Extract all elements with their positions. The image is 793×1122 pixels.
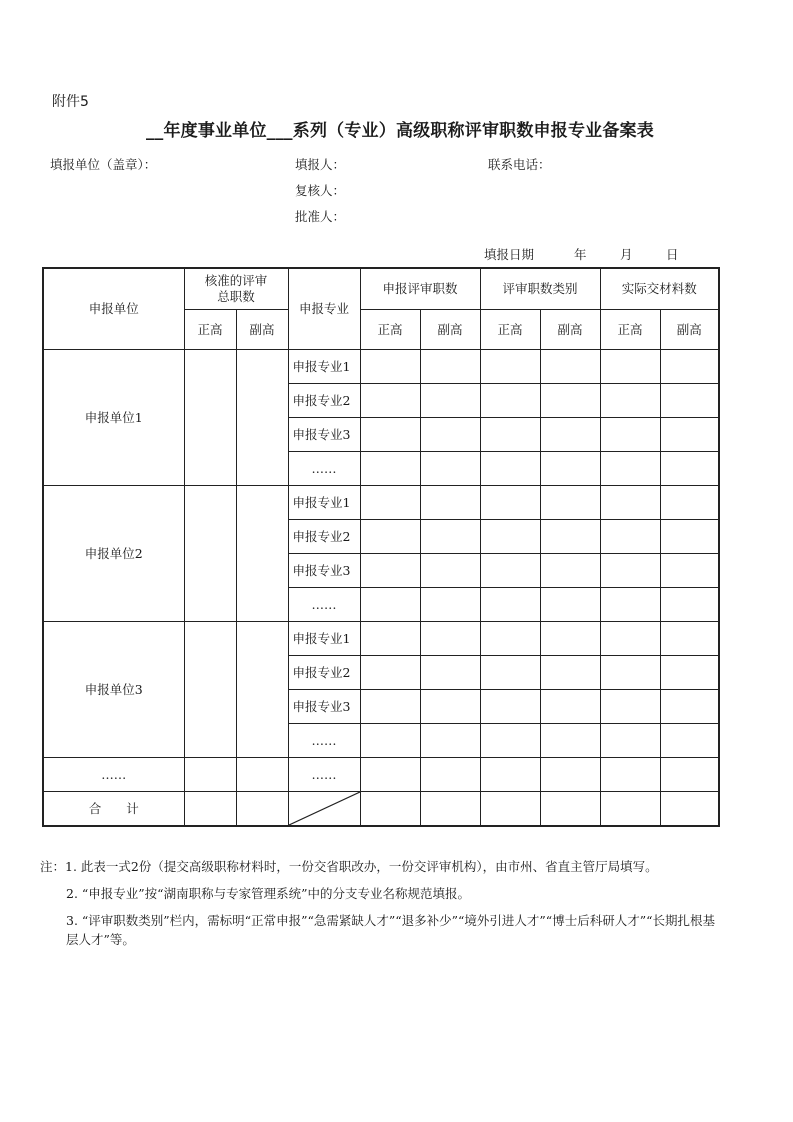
input-cell[interactable] bbox=[600, 452, 660, 486]
input-cell[interactable] bbox=[420, 792, 480, 827]
input-cell[interactable] bbox=[540, 520, 600, 554]
filing-table bbox=[42, 267, 720, 827]
month-label: 月 bbox=[620, 247, 633, 262]
input-cell[interactable] bbox=[540, 588, 600, 622]
input-cell[interactable] bbox=[360, 452, 420, 486]
input-cell[interactable] bbox=[660, 792, 719, 827]
input-cell[interactable] bbox=[360, 418, 420, 452]
input-cell[interactable] bbox=[540, 384, 600, 418]
input-cell[interactable] bbox=[600, 690, 660, 724]
input-cell[interactable] bbox=[480, 758, 540, 792]
input-cell[interactable] bbox=[660, 724, 719, 758]
input-cell[interactable] bbox=[236, 758, 288, 792]
input-cell[interactable] bbox=[660, 520, 719, 554]
quota-fu-cell[interactable] bbox=[236, 486, 288, 622]
quota-zheng-cell[interactable] bbox=[184, 622, 236, 758]
total-spec-diagonal-cell bbox=[288, 792, 360, 827]
input-cell[interactable] bbox=[480, 350, 540, 384]
header-type: 评审职数类别 bbox=[480, 268, 600, 310]
input-cell[interactable] bbox=[480, 724, 540, 758]
note-2: 2. “申报专业”按“湖南职称与专家管理系统”中的分支专业名称规范填报。 bbox=[66, 886, 470, 901]
spec-ellipsis: …… bbox=[288, 724, 360, 758]
input-cell[interactable] bbox=[420, 690, 480, 724]
input-cell[interactable] bbox=[420, 520, 480, 554]
input-cell[interactable] bbox=[184, 792, 236, 827]
input-cell[interactable] bbox=[660, 588, 719, 622]
input-cell[interactable] bbox=[480, 622, 540, 656]
input-cell[interactable] bbox=[480, 588, 540, 622]
input-cell[interactable] bbox=[480, 520, 540, 554]
spec-name: 申报专业1 bbox=[288, 350, 360, 384]
subheader-zheng: 正高 bbox=[600, 310, 660, 350]
input-cell[interactable] bbox=[600, 656, 660, 690]
spec-name: 申报专业1 bbox=[288, 622, 360, 656]
spec-name: 申报专业2 bbox=[288, 656, 360, 690]
input-cell[interactable] bbox=[600, 724, 660, 758]
header-unit: 申报单位 bbox=[43, 268, 184, 350]
input-cell[interactable] bbox=[600, 622, 660, 656]
input-cell[interactable] bbox=[660, 622, 719, 656]
year-label: 年 bbox=[574, 247, 587, 262]
input-cell[interactable] bbox=[660, 554, 719, 588]
subheader-fu: 副高 bbox=[236, 310, 288, 350]
input-cell[interactable] bbox=[420, 384, 480, 418]
spec-name: 申报专业2 bbox=[288, 384, 360, 418]
subheader-zheng: 正高 bbox=[480, 310, 540, 350]
input-cell[interactable] bbox=[540, 724, 600, 758]
input-cell[interactable] bbox=[184, 758, 236, 792]
unit-name: 申报单位1 bbox=[43, 350, 184, 486]
header-spec: 申报专业 bbox=[288, 268, 360, 350]
input-cell[interactable] bbox=[660, 690, 719, 724]
quota-zheng-cell[interactable] bbox=[184, 350, 236, 486]
subheader-fu: 副高 bbox=[540, 310, 600, 350]
input-cell[interactable] bbox=[480, 554, 540, 588]
input-cell[interactable] bbox=[360, 588, 420, 622]
input-cell[interactable] bbox=[540, 452, 600, 486]
input-cell[interactable] bbox=[420, 418, 480, 452]
input-cell[interactable] bbox=[420, 724, 480, 758]
input-cell[interactable] bbox=[600, 792, 660, 827]
form-title: __年度事业单位___系列（专业）高级职称评审职数申报专业备案表 bbox=[146, 121, 654, 141]
date-label: 填报日期 bbox=[484, 247, 535, 262]
input-cell[interactable] bbox=[360, 792, 420, 827]
spec-ellipsis: …… bbox=[288, 588, 360, 622]
header-apply: 申报评审职数 bbox=[360, 268, 480, 310]
input-cell[interactable] bbox=[360, 554, 420, 588]
header-material: 实际交材料数 bbox=[600, 268, 719, 310]
input-cell[interactable] bbox=[540, 486, 600, 520]
note-1: 注：1. 此表一式2份（提交高级职称材料时，一份交省职改办，一份交评审机构），由市州、省直主管厅局填写。 bbox=[40, 859, 658, 874]
input-cell[interactable] bbox=[480, 656, 540, 690]
input-cell[interactable] bbox=[540, 350, 600, 384]
input-cell[interactable] bbox=[360, 622, 420, 656]
quota-fu-cell[interactable] bbox=[236, 622, 288, 758]
input-cell[interactable] bbox=[600, 418, 660, 452]
input-cell[interactable] bbox=[420, 486, 480, 520]
subheader-zheng: 正高 bbox=[184, 310, 236, 350]
input-cell[interactable] bbox=[420, 622, 480, 656]
input-cell[interactable] bbox=[480, 792, 540, 827]
spec-name: 申报专业2 bbox=[288, 520, 360, 554]
input-cell[interactable] bbox=[600, 486, 660, 520]
subheader-fu: 副高 bbox=[420, 310, 480, 350]
spec-name: 申报专业3 bbox=[288, 690, 360, 724]
input-cell[interactable] bbox=[540, 418, 600, 452]
input-cell[interactable] bbox=[480, 384, 540, 418]
spec-ellipsis: …… bbox=[288, 452, 360, 486]
spec-name: 申报专业1 bbox=[288, 486, 360, 520]
spec-ellipsis: …… bbox=[288, 758, 360, 792]
input-cell[interactable] bbox=[420, 452, 480, 486]
input-cell[interactable] bbox=[660, 486, 719, 520]
input-cell[interactable] bbox=[540, 690, 600, 724]
input-cell[interactable] bbox=[360, 384, 420, 418]
input-cell[interactable] bbox=[660, 656, 719, 690]
spec-name: 申报专业3 bbox=[288, 554, 360, 588]
spec-name: 申报专业3 bbox=[288, 418, 360, 452]
unit-name: 申报单位3 bbox=[43, 622, 184, 758]
quota-zheng-cell[interactable] bbox=[184, 486, 236, 622]
diagonal-line bbox=[289, 792, 360, 825]
input-cell[interactable] bbox=[540, 554, 600, 588]
input-cell[interactable] bbox=[480, 690, 540, 724]
input-cell[interactable] bbox=[420, 588, 480, 622]
subheader-fu: 副高 bbox=[660, 310, 719, 350]
input-cell[interactable] bbox=[600, 758, 660, 792]
total-label: 合 计 bbox=[43, 792, 184, 827]
input-cell[interactable] bbox=[540, 656, 600, 690]
input-cell[interactable] bbox=[236, 792, 288, 827]
input-cell[interactable] bbox=[660, 758, 719, 792]
input-cell[interactable] bbox=[360, 690, 420, 724]
reviewer-label: 复核人： bbox=[295, 183, 346, 198]
unit-name: 申报单位2 bbox=[43, 486, 184, 622]
input-cell[interactable] bbox=[360, 520, 420, 554]
input-cell[interactable] bbox=[480, 418, 540, 452]
input-cell[interactable] bbox=[600, 554, 660, 588]
input-cell[interactable] bbox=[420, 758, 480, 792]
input-cell[interactable] bbox=[660, 418, 719, 452]
quota-fu-cell[interactable] bbox=[236, 350, 288, 486]
input-cell[interactable] bbox=[600, 384, 660, 418]
input-cell[interactable] bbox=[360, 350, 420, 384]
input-cell[interactable] bbox=[420, 656, 480, 690]
approver-label: 批准人： bbox=[295, 209, 346, 224]
unit-ellipsis: …… bbox=[43, 758, 184, 792]
input-cell[interactable] bbox=[600, 588, 660, 622]
input-cell[interactable] bbox=[600, 350, 660, 384]
fill-unit-label: 填报单位（盖章）： bbox=[50, 157, 157, 172]
input-cell[interactable] bbox=[360, 656, 420, 690]
input-cell[interactable] bbox=[660, 350, 719, 384]
input-cell[interactable] bbox=[420, 350, 480, 384]
input-cell[interactable] bbox=[420, 554, 480, 588]
filler-label: 填报人： bbox=[295, 157, 346, 172]
input-cell[interactable] bbox=[540, 792, 600, 827]
input-cell[interactable] bbox=[480, 486, 540, 520]
input-cell[interactable] bbox=[360, 724, 420, 758]
input-cell[interactable] bbox=[480, 452, 540, 486]
contact-label: 联系电话： bbox=[488, 157, 551, 172]
input-cell[interactable] bbox=[540, 758, 600, 792]
day-label: 日 bbox=[666, 247, 679, 262]
input-cell[interactable] bbox=[540, 622, 600, 656]
input-cell[interactable] bbox=[660, 384, 719, 418]
input-cell[interactable] bbox=[660, 452, 719, 486]
attachment-label: 附件5 bbox=[52, 94, 89, 110]
header-quota: 核准的评审总职数 bbox=[184, 268, 288, 310]
input-cell[interactable] bbox=[600, 520, 660, 554]
subheader-zheng: 正高 bbox=[360, 310, 420, 350]
input-cell[interactable] bbox=[360, 758, 420, 792]
note-3: 3. “评审职数类别”栏内，需标明“正常申报”“急需紧缺人才”“退多补少”“境外引进人才”“博士后科研人才”“长期扎根基层人才”等。 bbox=[66, 913, 715, 947]
input-cell[interactable] bbox=[360, 486, 420, 520]
